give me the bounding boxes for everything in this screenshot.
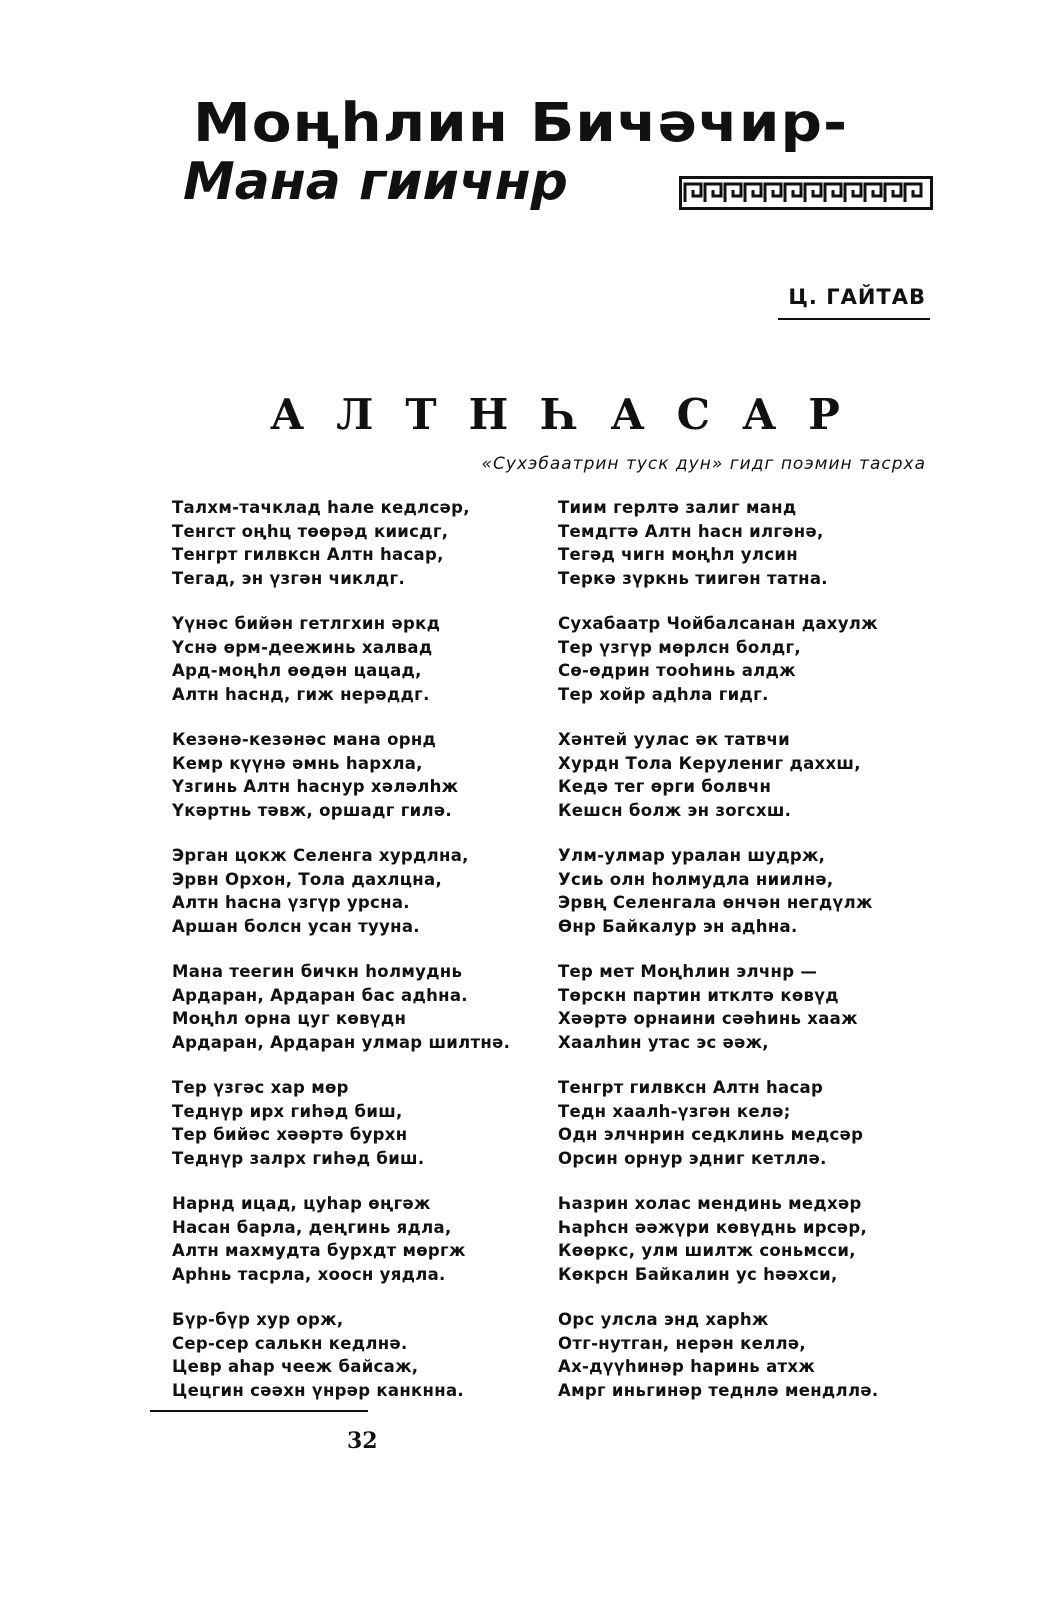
poem-line: Нарнд ицад, цуһар өңгәж — [172, 1194, 431, 1213]
poem-title — [270, 390, 840, 439]
poem-line: Үүнәс бийән гетлгхин әркд — [172, 614, 441, 633]
poem-line: Көөркс, улм шилтж соньмсси, — [558, 1241, 856, 1260]
title-letter: А — [742, 390, 777, 439]
poem-line: Алтн һаснд, гиж нерәддг. — [172, 684, 430, 704]
stanza — [558, 1308, 958, 1402]
title-letter: А — [270, 390, 305, 439]
title-letter: А — [610, 390, 645, 439]
poem-line: Ах-дүүһинәр һаринь атхж — [558, 1357, 816, 1376]
title-letter: Т — [405, 390, 437, 439]
stanza — [172, 728, 572, 822]
stanza — [558, 496, 958, 590]
poem-line: Һарһсн әәжүри көвүднь ирсәр, — [558, 1217, 868, 1237]
poem-line: Тер хойр адһла гидг. — [558, 684, 769, 704]
poem-line: Тедн хаалһ-үзгән келә; — [558, 1101, 791, 1121]
stanza — [558, 1076, 958, 1170]
masthead-line1: Моңһлин Бичәчир- — [193, 91, 849, 154]
poem-line: Хәнтей уулас әк татвчи — [558, 730, 790, 749]
stanza — [172, 960, 572, 1054]
poem-line: Хәәртә орнаини сәәһинь хааж — [558, 1009, 858, 1028]
poem-line: Усиь олн һолмудла ниилнә, — [558, 869, 834, 889]
poem-line: Кедә тег өрги болвчн — [558, 777, 772, 796]
poem-line: Аршан болсн усан тууна. — [172, 916, 420, 936]
poem-line: Тиим герлтә залиг манд — [558, 498, 797, 517]
poem-line: Отг-нутган, нерән келлә, — [558, 1333, 806, 1353]
poem-line: Тер бийәс хәәртә бурхн — [172, 1125, 408, 1144]
poem-line: Эрвн Орхон, Тола дахлцна, — [172, 869, 443, 889]
stanza — [172, 1308, 572, 1402]
poem-line: Тенгрт гилвксн Алтн һасар, — [172, 545, 444, 564]
epigraph: «Сухэбаатрин туск дун» гидг поэмин тасрха — [481, 454, 926, 474]
poem-line: Тенгст оңһц төөрәд киисдг, — [172, 521, 449, 541]
poem-line: Бүр-бүр хур орж, — [172, 1310, 344, 1329]
poem-line: Үкәртнь тәвж, оршадг гилә. — [172, 800, 452, 820]
poem-line: Төрскн партин итклтә көвүд — [558, 985, 839, 1005]
greek-key-ornament — [679, 176, 933, 210]
poem-line: Тер үзгәс хар мөр — [172, 1078, 349, 1097]
poem-line: Тер мет Моңһлин элчнр — — [558, 962, 818, 981]
stanza — [558, 960, 958, 1054]
poem-line: Улм-улмар уралан шудрж, — [558, 846, 826, 865]
stanza — [558, 1192, 958, 1286]
poem-line: Сө-өдрин тооһинь алдж — [558, 661, 796, 680]
poem-line: Талхм-тачклад һале кедлсәр, — [172, 498, 470, 517]
title-letter: Һ — [540, 390, 579, 439]
poem-line: Хурдн Тола Керулениг даххш, — [558, 753, 861, 773]
stanza — [172, 612, 572, 706]
poem-line: Сер-сер салькн кедлнә. — [172, 1333, 408, 1353]
poem-line: Тер үзгүр мөрлсн болдг, — [558, 637, 801, 657]
stanza — [172, 1192, 572, 1286]
poem-line: Мана теегин бичкн һолмуднь — [172, 962, 463, 981]
title-letter: Л — [336, 390, 374, 439]
stanza — [172, 844, 572, 938]
poem-line: Алтн һасна үзгүр урсна. — [172, 893, 410, 912]
footer-rule — [150, 1410, 368, 1412]
poem-line: Кезәнә-кезәнәс мана орнд — [172, 730, 437, 749]
poem-line: Ардаран, Ардаран бас адһна. — [172, 985, 468, 1005]
poem-line: Ардаран, Ардаран улмар шилтнә. — [172, 1032, 511, 1052]
poem-line: Теднүр залрх гиһәд биш. — [172, 1148, 425, 1168]
poem-left-column — [172, 496, 572, 1424]
poem-line: Тегәд чигн моңһл улсин — [558, 545, 798, 564]
poem-line: Амрг иньгинәр теднлә мендллә. — [558, 1380, 879, 1400]
masthead-line2: Мана гиичнр — [183, 152, 568, 212]
poem-line: Теднүр ирх гиһәд биш, — [172, 1101, 403, 1121]
poem-line: Орсин орнур эдниг кетллә. — [558, 1148, 827, 1168]
masthead — [183, 92, 943, 222]
poem-line: Орс улсла энд харһж — [558, 1310, 769, 1329]
poem-line: Теркә зүркнь тиигән татна. — [558, 568, 828, 588]
poem-line: Моңһл орна цуг көвүдн — [172, 1009, 407, 1028]
poem-line: Өнр Байкалур эн адһна. — [558, 916, 798, 936]
poem-line: Цевр аһар чееж байсаж, — [172, 1357, 419, 1376]
page-number: 32 — [347, 1428, 378, 1454]
poem-line: Цецгин сәәхн үнрәр канкнна. — [172, 1380, 464, 1400]
poem-line: Тегад, эн үзгән чиклдг. — [172, 568, 406, 588]
poem-line: Һазрин холас мендинь медхәр — [558, 1194, 862, 1213]
stanza — [172, 1076, 572, 1170]
poem-line: Арһнь тасрла, хоосн уядла. — [172, 1264, 446, 1284]
poem-line: Үснә өрм-деежинь халвад — [172, 637, 433, 657]
poem-right-column — [558, 496, 958, 1424]
poem-line: Алтн махмудта бурхдт мөргж — [172, 1241, 466, 1260]
poem-line: Эрвң Селенгала өнчән негдүлж — [558, 893, 873, 912]
poem-line: Тенгрт гилвксн Алтн һасар — [558, 1078, 824, 1097]
poem-line: Үзгинь Алтн һаснур хәләлһж — [172, 777, 459, 796]
stanza — [558, 728, 958, 822]
poem-line: Көкрсн Байкалин ус һәәхси, — [558, 1264, 838, 1284]
poem-line: Ард-моңһл өөдән цацад, — [172, 661, 422, 680]
stanza — [558, 844, 958, 938]
poem-line: Кешсн болж эн зогсхш. — [558, 800, 792, 820]
stanza — [558, 612, 958, 706]
poem-line: Эрган цокж Селенга хурдлна, — [172, 846, 469, 865]
poem-line: Одн элчнрин седклинь медсәр — [558, 1125, 864, 1144]
title-letter: С — [676, 390, 711, 439]
poem-line: Темдгтә Алтн һасн илгәнә, — [558, 521, 824, 541]
author-name: Ц. ГАЙТАВ — [788, 285, 926, 309]
author-underline — [778, 318, 930, 320]
poem-line: Сухабаатр Чойбалсанан дахулж — [558, 614, 878, 633]
poem-line: Кемр күүнә әмнь һархла, — [172, 753, 423, 773]
title-letter: Р — [808, 390, 840, 439]
title-letter: Н — [468, 390, 509, 439]
stanza — [172, 496, 572, 590]
poem-line: Насан барла, деңгинь ядла, — [172, 1217, 452, 1237]
poem-line: Хаалһин утас эс әәж, — [558, 1032, 769, 1052]
